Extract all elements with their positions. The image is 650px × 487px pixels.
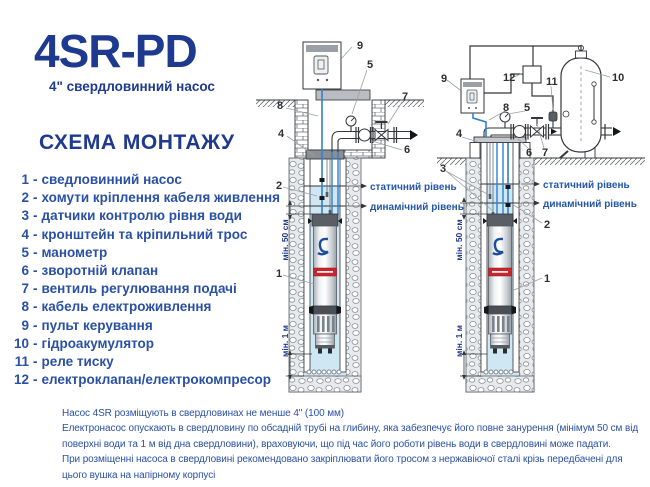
callout-10: 10 xyxy=(612,72,625,84)
callout-1: 1 xyxy=(544,273,551,285)
callout-12: 12 xyxy=(503,72,516,84)
left-well-diagram xyxy=(256,40,464,392)
installation-notes xyxy=(62,406,648,483)
min-50cm-label: мін. 50 см xyxy=(454,219,464,261)
callout-2: 2 xyxy=(276,180,283,192)
callout-6: 6 xyxy=(526,147,533,159)
well-casing xyxy=(304,158,310,372)
scheme-heading: СХЕМА МОНТАЖУ xyxy=(39,131,235,154)
level-arrow xyxy=(361,204,367,209)
well-casing xyxy=(481,142,487,372)
well-gravel-wall xyxy=(289,158,304,392)
cable-clamp xyxy=(506,203,511,207)
dynamic-level-label: динамічний рівень xyxy=(543,199,637,210)
legend-dash: - xyxy=(33,281,38,297)
legend-item-label: зворотній клапан xyxy=(41,262,159,278)
well-casing xyxy=(340,158,346,372)
flow-arrow xyxy=(613,127,621,136)
legend-item-label: гідроакумулятор xyxy=(41,335,155,351)
cable-clamp xyxy=(320,196,325,200)
callout-9: 9 xyxy=(357,40,364,52)
legend-item-number: 11 xyxy=(14,353,29,369)
legend-item-number: 8 xyxy=(21,299,29,315)
callout-7: 7 xyxy=(542,147,549,159)
air-valve xyxy=(563,111,569,117)
callout-11: 11 xyxy=(546,76,558,88)
note-paragraph: Насос 4SR розміщують в свердловинах не менше 4" (100 мм) xyxy=(62,408,344,419)
panel-brand-strip xyxy=(306,45,338,52)
callout-5: 5 xyxy=(524,102,531,114)
electrovalve-box xyxy=(523,66,541,83)
legend-item-number: 5 xyxy=(21,244,29,260)
legend-dash: - xyxy=(33,208,38,224)
legend-dash: - xyxy=(33,172,38,187)
legend-item-number: 2 xyxy=(21,190,29,206)
legend-item-number: 9 xyxy=(21,317,29,333)
legend-item-number: 3 xyxy=(21,208,29,224)
cable-clamp xyxy=(506,185,511,189)
legend-item-label: датчики контролю рівня води xyxy=(41,208,242,224)
legend-dash: - xyxy=(33,353,38,369)
legend-item-label: манометр xyxy=(41,244,108,260)
callout-6: 6 xyxy=(404,144,411,156)
submersible-pump xyxy=(483,214,517,354)
dynamic-level-label: динамічний рівень xyxy=(370,202,464,213)
legend-item-number: 7 xyxy=(21,281,29,297)
legend-item-number: 12 xyxy=(13,372,29,388)
flow-arrow xyxy=(410,130,418,140)
pressure-gauge xyxy=(500,112,510,128)
legend-item-label: хомути кріплення кабеля живлення xyxy=(41,190,281,206)
legend-item-number: 1 xyxy=(21,172,29,187)
legend-item-label: сведловинний насос xyxy=(41,172,182,187)
level-arrow xyxy=(534,201,540,206)
pit-wall xyxy=(372,100,385,158)
callout-4: 4 xyxy=(456,128,463,140)
level-arrow xyxy=(361,184,367,189)
well-gravel-wall xyxy=(346,158,361,392)
callout-8: 8 xyxy=(277,100,284,112)
callout-9: 9 xyxy=(441,73,448,85)
legend-item-label: реле тиску xyxy=(41,353,114,369)
control-panel xyxy=(461,79,484,113)
legend-dash: - xyxy=(33,190,38,206)
product-title: 4SR-PD xyxy=(34,25,197,77)
ground-hatch xyxy=(256,100,295,107)
callout-1: 1 xyxy=(276,268,283,280)
panel-brand-strip xyxy=(463,82,482,87)
legend-item-number: 6 xyxy=(21,262,29,278)
well-bottom-gravel xyxy=(466,376,534,392)
pit-interior xyxy=(308,100,372,150)
callout-2: 2 xyxy=(544,219,551,231)
wellhead-support xyxy=(470,143,480,159)
well-gravel-wall xyxy=(466,158,481,392)
note-paragraph: При розміщенні насоса в свердловині рекомендовано закріплювати його тросом з нержавіючої сталі крізь передбачені для цього вушка на напірному корпусі xyxy=(62,454,623,481)
legend-dash: - xyxy=(33,299,38,315)
note-paragraph: Електронасос опускають в свердловину по обсадній трубі на глибину, яка забезпечує його повне занурення (мінімум 50 см від поверхні води та 1 м від дна свердловини), враховуючи, що під час його роботи рівень води в свердловині може падати. xyxy=(62,423,639,450)
callout-7: 7 xyxy=(402,91,409,103)
legend-dash: - xyxy=(33,262,38,278)
callout-8: 8 xyxy=(503,102,510,114)
legend-item-label: пульт керування xyxy=(41,317,153,333)
control-panel xyxy=(303,42,341,89)
tank-top-fitting xyxy=(576,51,587,58)
legend-dash: - xyxy=(33,317,38,333)
pit-cover-slab xyxy=(316,90,370,100)
legend-item-number: 4 xyxy=(21,226,29,242)
pressure-switch xyxy=(549,112,557,128)
right-well-diagram xyxy=(437,46,645,393)
static-level-label: статичний рівень xyxy=(543,180,630,191)
legend-item-label: електроклапан/електрокомпресор xyxy=(41,372,271,388)
cable-clamp xyxy=(320,178,325,182)
product-subtitle: 4" свердловинний насос xyxy=(49,79,215,94)
legend-dash: - xyxy=(33,226,38,242)
callout-5: 5 xyxy=(367,59,374,71)
legend-item-label: вентиль регулювання подачі xyxy=(41,281,237,297)
ground-hatch xyxy=(530,158,645,165)
check-valve xyxy=(511,124,528,140)
flow-arrow xyxy=(551,129,557,135)
well-casing xyxy=(513,142,519,372)
min-50cm-label: мін. 50 см xyxy=(280,219,290,261)
well-gravel-wall xyxy=(519,158,534,392)
tank-leg xyxy=(560,151,568,158)
callout-3: 3 xyxy=(440,163,447,175)
well-bottom-gravel xyxy=(289,376,361,392)
legend-dash: - xyxy=(33,335,38,351)
level-arrow xyxy=(534,182,540,187)
legend-item-number: 10 xyxy=(13,335,29,351)
check-valve xyxy=(356,127,373,143)
legend-item-label: кронштейн та кріпильний трос xyxy=(41,226,248,242)
min-1m-label: мін. 1 м xyxy=(454,325,464,357)
legend-dash: - xyxy=(33,372,38,388)
callout-4: 4 xyxy=(278,128,285,140)
min-1m-label: мін. 1 м xyxy=(280,325,290,357)
legend-item-label: кабель електроживлення xyxy=(41,299,212,315)
legend-dash: - xyxy=(33,244,38,260)
static-level-label: статичний рівень xyxy=(370,182,457,193)
hydroaccumulator-tank xyxy=(560,46,621,159)
